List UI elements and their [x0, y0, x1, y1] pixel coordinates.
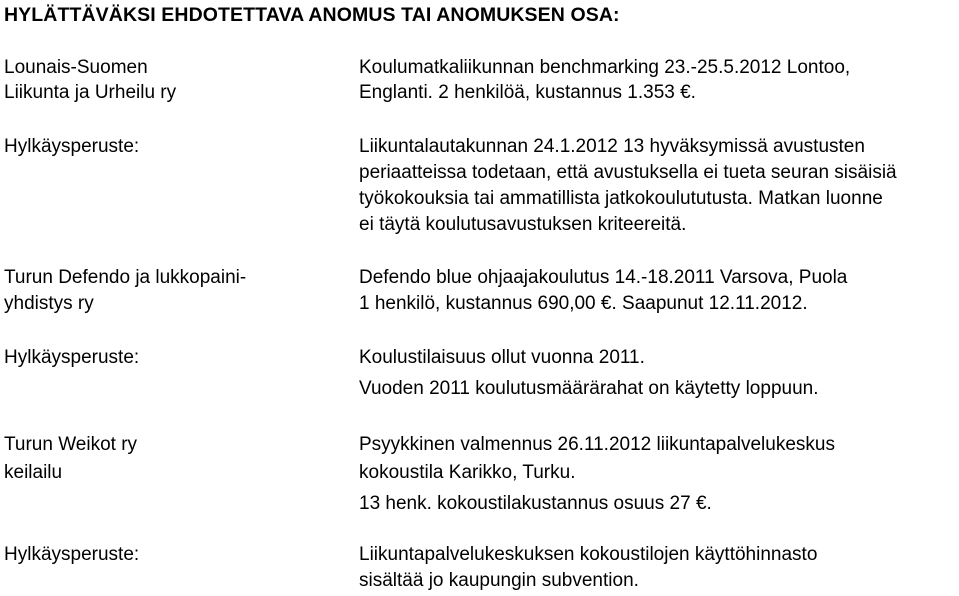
rejection-reason-line: Liikuntapalvelukeskuksen kokoustilojen käyttöhinnasto	[359, 544, 818, 565]
rejection-reason-line: ei täytä koulutusavustuksen kriteereitä.	[359, 214, 687, 235]
application-description-line: 1 henkilö, kustannus 690,00 €. Saapunut 12.11.2012.	[359, 293, 808, 314]
applicant-name-line: Lounais-Suomen	[4, 57, 148, 78]
application-description-line: 13 henk. kokoustilakustannus osuus 27 €.	[359, 493, 712, 514]
rejection-reason-line: periaatteissa todetaan, että avustuksella ei tueta seuran sisäisiä	[359, 162, 897, 183]
application-description-line: kokoustila Karikko, Turku.	[359, 462, 576, 483]
applicant-name-line: Turun Weikot ry	[4, 434, 138, 455]
rejection-reason-line: Koulustilaisuus ollut vuonna 2011.	[359, 347, 645, 368]
application-description-line: Englanti. 2 henkilöä, kustannus 1.353 €.	[359, 82, 696, 103]
application-description-line: Koulumatkaliikunnan benchmarking 23.-25.5.2012 Lontoo,	[359, 57, 851, 78]
rejection-reason-line: sisältää jo kaupungin subvention.	[359, 570, 639, 591]
rejection-reason-label: Hylkäysperuste:	[4, 347, 140, 368]
document-title: HYLÄTTÄVÄKSI EHDOTETTAVA ANOMUS TAI ANOMUKSEN OSA:	[4, 4, 620, 26]
applicant-name-line: keilailu	[4, 462, 63, 483]
applicant-name-line: Turun Defendo ja lukkopaini-	[4, 267, 247, 288]
application-description-line: Psyykkinen valmennus 26.11.2012 liikuntapalvelukeskus	[359, 434, 835, 455]
rejection-reason-line: Liikuntalautakunnan 24.1.2012 13 hyväksymissä avustusten	[359, 136, 865, 157]
rejection-reason-line: työkokouksia tai ammatillista jatkokoulututusta. Matkan luonne	[359, 188, 883, 209]
applicant-name-line: Liikunta ja Urheilu ry	[4, 82, 177, 103]
rejection-reason-label: Hylkäysperuste:	[4, 544, 140, 565]
application-description-line: Defendo blue ohjaajakoulutus 14.-18.2011 Varsova, Puola	[359, 267, 848, 288]
rejection-reason-label: Hylkäysperuste:	[4, 136, 140, 157]
rejection-reason-line: Vuoden 2011 koulutusmäärärahat on käytetty loppuun.	[359, 378, 819, 399]
applicant-name-line: yhdistys ry	[4, 293, 94, 314]
